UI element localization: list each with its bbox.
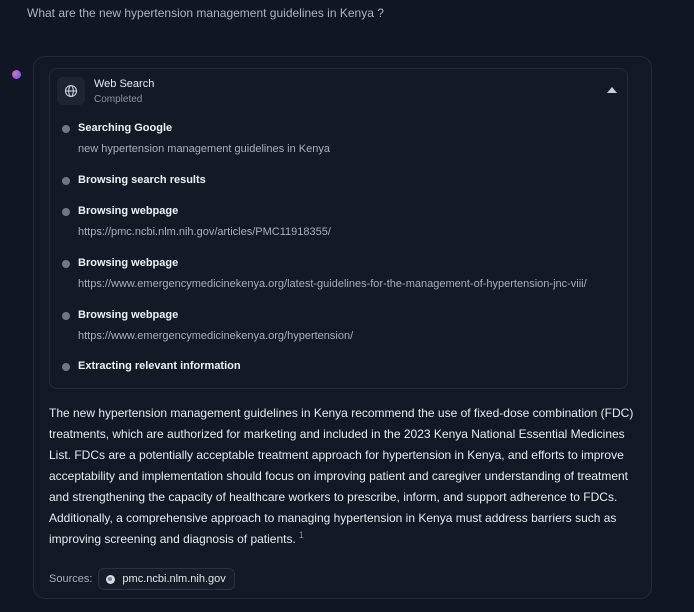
- web-search-status: Completed: [94, 94, 143, 105]
- answer-paragraph: The new hypertension management guidelines in Kenya recommend the use of fixed-dose combination (FDC) treatments, which are authorized for marketing and included in the 2023 Kenya National Essential Medicines List. FDCs are a potentially acceptable treatment approach for hypertension in Kenya, and efforts to improve acceptability and implementation should focus on improving patient and caregiver understanding of treatment and strengthening the capacity of healthcare workers to prescribe, inform, and support adherence to FDCs. Additionally, a comprehensive approach to managing hypertension in Kenya must address barriers such as improving screening and diagnosis of patients.: [49, 406, 634, 546]
- step-title: Browsing webpage: [78, 205, 179, 217]
- step-bullet-icon: [62, 312, 70, 320]
- step-title: Extracting relevant information: [78, 360, 241, 372]
- step-bullet-icon: [62, 208, 70, 216]
- citation-footnote[interactable]: 1: [298, 530, 304, 540]
- search-step: [78, 174, 618, 186]
- step-title: Browsing search results: [78, 174, 206, 186]
- source-favicon-icon: [106, 575, 115, 584]
- user-question: What are the new hypertension management guidelines in Kenya ?: [27, 6, 384, 20]
- step-bullet-icon: [62, 125, 70, 133]
- assistant-answer-card: [33, 56, 652, 599]
- search-step: [78, 205, 618, 238]
- step-detail: new hypertension management guidelines in Kenya: [78, 143, 330, 155]
- web-search-title: Web Search: [94, 78, 155, 90]
- assistant-avatar-icon: [12, 70, 21, 79]
- step-title: Browsing webpage: [78, 309, 179, 321]
- step-bullet-icon: [62, 260, 70, 268]
- sources-label: Sources:: [49, 573, 93, 585]
- step-detail-link[interactable]: https://www.emergencymedicinekenya.org/hypertension/: [78, 330, 354, 342]
- step-detail-link[interactable]: https://www.emergencymedicinekenya.org/latest-guidelines-for-the-management-of-hypertension-jnc-viii/: [78, 278, 587, 290]
- step-title: Browsing webpage: [78, 257, 179, 269]
- search-step: [78, 360, 618, 372]
- step-title: Searching Google: [78, 122, 173, 134]
- answer-text: [49, 403, 641, 550]
- search-step: [78, 122, 618, 155]
- web-search-panel: [49, 68, 628, 389]
- source-name: pmc.ncbi.nlm.nih.gov: [122, 573, 226, 585]
- source-chip[interactable]: [98, 568, 234, 590]
- sources-row: [49, 568, 235, 590]
- collapse-chevron-up-icon[interactable]: [605, 83, 619, 97]
- step-bullet-icon: [62, 177, 70, 185]
- web-search-header[interactable]: [50, 69, 627, 113]
- step-detail-link[interactable]: https://pmc.ncbi.nlm.nih.gov/articles/PMC11918355/: [78, 226, 331, 238]
- search-step: [78, 257, 618, 290]
- step-bullet-icon: [62, 363, 70, 371]
- search-step: [78, 309, 618, 342]
- globe-icon: [57, 77, 85, 105]
